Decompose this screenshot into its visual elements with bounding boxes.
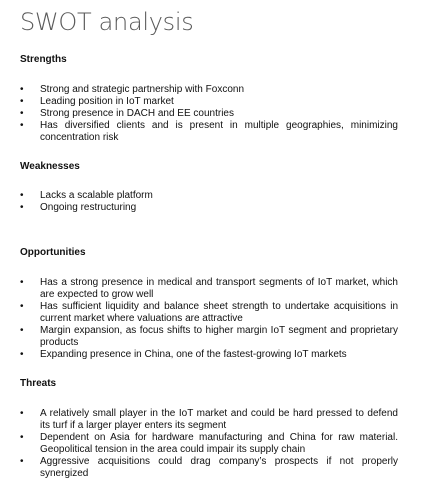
strength-item: • Has diversified clients and is present in multiple geographies, minimizing concentration risk	[20, 120, 398, 144]
strengths-heading: Strengths	[20, 54, 67, 65]
strengths-list	[20, 84, 398, 144]
opportunity-item: • Margin expansion, as focus shifts to higher margin IoT segment and proprietary products	[20, 325, 398, 349]
threat-item: • A relatively small player in the IoT market and could be hard pressed to defend its turf if a larger player enters its segment	[20, 408, 398, 432]
opportunity-item: • Has a strong presence in medical and transport segments of IoT market, which are expected to grow well	[20, 277, 398, 301]
strength-item: • Strong presence in DACH and EE countries	[20, 108, 398, 120]
opportunities-heading: Opportunities	[20, 247, 86, 258]
opportunity-item: • Has sufficient liquidity and balance sheet strength to undertake acquisitions in current market where valuations are attractive	[20, 301, 398, 325]
weakness-item: • Ongoing restructuring	[20, 202, 398, 214]
page-title: SWOT analysis	[20, 8, 194, 36]
threats-heading: Threats	[20, 378, 57, 389]
threat-item: • Aggressive acquisitions could drag company’s prospects if not properly synergized	[20, 456, 398, 480]
opportunities-list	[20, 277, 398, 361]
opportunity-item: • Expanding presence in China, one of the fastest-growing IoT markets	[20, 349, 398, 361]
weakness-item: • Lacks a scalable platform	[20, 190, 398, 202]
strength-item: • Leading position in IoT market	[20, 96, 398, 108]
weaknesses-heading: Weaknesses	[20, 161, 80, 172]
strength-item: • Strong and strategic partnership with Foxconn	[20, 84, 398, 96]
threats-list	[20, 408, 398, 480]
threat-item: • Dependent on Asia for hardware manufacturing and China for raw material. Geopolitical tension in the area could impair its supply chain	[20, 432, 398, 456]
weaknesses-list	[20, 190, 398, 214]
